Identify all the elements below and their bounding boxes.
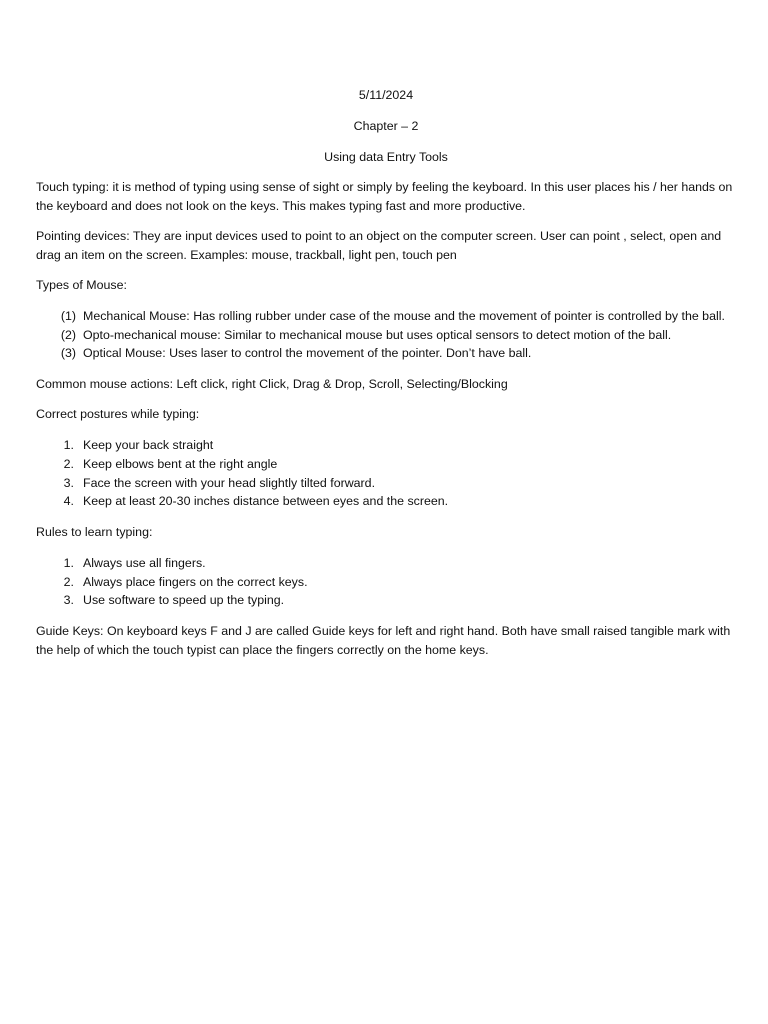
list-item-text: Face the screen with your head slightly tilted forward. (83, 475, 376, 490)
pointing-devices-paragraph: Pointing devices: They are input devices used to point to an object on the computer screen. User can point , select, open and drag an item on the screen. Examples: mouse, trackball, light pen, touch pen (36, 229, 722, 262)
list-item-text: Opto-mechanical mouse: Similar to mechanical mouse but uses optical sensors to detect motion of the ball. (83, 327, 672, 342)
list-item-text: Keep your back straight (83, 438, 214, 453)
types-of-mouse-heading: Types of Mouse: (36, 278, 127, 292)
list-item-text: Keep elbows bent at the right angle (83, 456, 278, 471)
list-item (36, 492, 736, 511)
list-item (36, 326, 736, 345)
list-item-text: Always place fingers on the correct keys. (83, 574, 308, 589)
document-page (36, 86, 736, 660)
mouse-actions-paragraph: Common mouse actions: Left click, right Click, Drag & Drop, Scroll, Selecting/Blocking (36, 377, 508, 392)
list-item (36, 573, 736, 592)
rules-list (36, 554, 736, 610)
list-item (36, 455, 736, 474)
document-date: 5/11/2024 (358, 88, 414, 102)
touch-typing-paragraph: Touch typing: it is method of typing using sense of sight or simply by feeling the keyboard. In this user places his / her hands on the keyboard and does not look on the keys. This makes typing fast and more productive. (36, 180, 733, 213)
postures-heading: Correct postures while typing: (36, 407, 200, 422)
list-marker: 3. (63, 593, 74, 608)
chapter-heading: Chapter – 2 (353, 119, 419, 133)
list-item-text: Always use all fingers. (83, 555, 206, 570)
list-marker: (1) (60, 309, 76, 323)
list-item (36, 307, 736, 326)
list-marker: (3) (60, 346, 76, 361)
list-item (36, 554, 736, 573)
list-marker: (2) (60, 327, 76, 342)
mouse-types-list (36, 307, 736, 363)
list-marker: 2. (63, 574, 74, 589)
list-marker: 3. (63, 475, 74, 490)
list-item-text: Keep at least 20-30 inches distance between eyes and the screen. (83, 494, 449, 509)
guide-keys-paragraph: Guide Keys: On keyboard keys F and J are called Guide keys for left and right hand. Both have small raised tangible mark with the help of which the touch typist can place the fingers correctly on the home keys. (36, 624, 731, 658)
list-item (36, 591, 736, 610)
list-marker: 1. (63, 438, 74, 453)
list-item (36, 344, 736, 363)
list-item (36, 436, 736, 455)
postures-list (36, 436, 736, 511)
list-item-text: Use software to speed up the typing. (83, 593, 285, 608)
document-title: Using data Entry Tools (324, 150, 448, 164)
list-item-text: Mechanical Mouse: Has rolling rubber under case of the mouse and the movement of pointer is controlled by the ball. (83, 309, 725, 323)
list-marker: 2. (63, 456, 74, 471)
list-marker: 4. (63, 494, 74, 509)
list-marker: 1. (63, 555, 74, 570)
list-item (36, 474, 736, 493)
rules-heading: Rules to learn typing: (36, 524, 153, 539)
list-item-text: Optical Mouse: Uses laser to control the movement of the pointer. Don’t have ball. (83, 346, 532, 361)
